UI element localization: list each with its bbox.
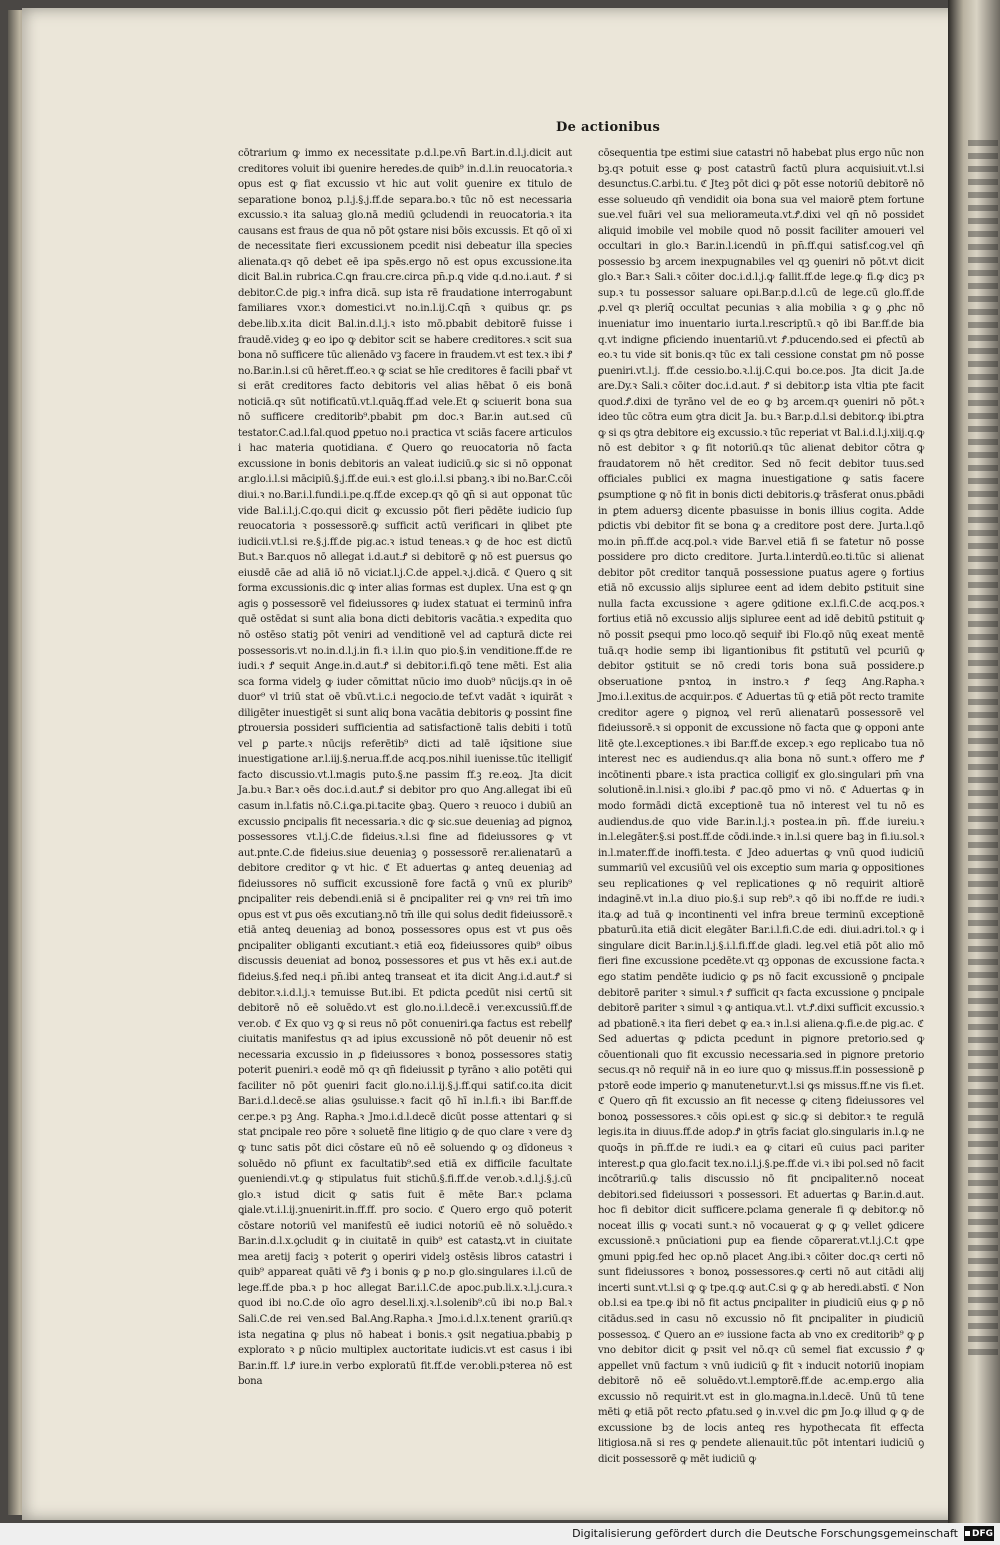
running-head: De actionibus xyxy=(556,120,661,135)
column-text: cōtrarium ꝙ immo ex necessitate p.d.l.pe.vn̄ Bart.in.d.l.j.dicit aut creditores voluit ibi ꝯuenire heredes.de quib⁹ in.d.l.in reuocatoria.ꝛ opus est ꝙ fiat excussio vt hic aut volit ꝯuenire ex titulo de separatione bonoꝝ p.l.j.§.j.ff.de separa.bo.ꝛ tūc nō est necessaria excussio.ꝛ ita saluaꝫ glo.nā mediū ꝯcludendi in reuocatoria.ꝛ ita causans est fraus de qua nō pōt ꝯstare nisi bōis excussis. Et qō oī xi de necessitate fieri excussionem pcedit nisi debeatur illa species alienata.qꝛ qō debet eē ipa spēs.ergo nō est opus excussione.ita dicit Bal.in rubrica.C.ꝗn frau.cre.circa pn̄.p.ꝗ vide q.d.no.i.aut. Ꝭ si debitor.C.de pig.ꝛ infra dicā. sup ista rē fraudatione interrogabunt familiares vxor.ꝛ domestici.vt no.in.l.ij.C.qn̄ ꝛ quibus ꝗr. ꝑs debe.lib.x.ita dicit Bal.in.d.l.j.ꝛ isto mō.pbabit debitorē fuisse i fraudē.videꝫ ꝙ eo iꝑo ꝙ debitor scit se habere creditores.ꝛ scit sua bona nō sufficere tūc alienādo vꝫ facere in fraudem.vt est tex.ꝛ ibi Ꝭ no.Bar.in.l.si cū hēret.ff.eo.ꝛ ꝙ sciat se hīe creditores ē facili pbař vt si erāt creditores facto debitoris vel alias hēbat ō eis bonā noticiā.qꝛ sūt notificatū.vt.l.quāꝗ.ff.ad vele.Et ꝙ sciuerit bona sua nō sufficere creditorib⁹.pbabit ꝑm doc.ꝛ Bar.in aut.sed cū testator.C.ad.l.fal.quod ꝑpetuo no.i practica vt sciās facere articulos i hac materia quotidiana. ℭ Quero ꝗo reuocatoria nō facta excussione in bonis debitoris an valeat iudiciū.ꝙ sic si nō opponat ar.glo.i.l.si mācipiū.§.j.ff.de eui.ꝛ est glo.i.l.si pbanꝫ.ꝛ ibi no.Bar.C.cōi diui.ꝛ no.Bar.i.l.fundi.i.pe.q.ff.de excep.qꝛ ꝗō ꝗn̄ si aut opponat tūc vide Bal.i.l.j.C.qo.qui dicit ꝙ excussio pōt fieri pēdēte iudicio ſup reuocatoria ꝛ possessorē.ꝙ sufficit actū verificari in ꝗlibet pte iudicii.vt.l.si re.§.j.ff.de pig.ac.ꝛ istud teneas.ꝛ ꝙ de hoc est dictū But.ꝛ Bar.quos nō allegat i.d.aut.Ꝭ si debitorē ꝙ nō est ꝑuersus ꝙo eiusdē cāe ad aliā iō nō viciat.l.j.C.de appel.ꝛ.j.dicā. ℭ Quero ꝗ sit forma excussionis.dic ꝙ inter alias formas est duplex. Una est ꝙ ꝗn agis ꝯ possessorē vel fideiussores ꝙ iudex statuat ei terminū infra quē ostēdat si sunt alia bona dicti debitoris vacātia.ꝛ expedita quo nō ostēso statiꝫ pōt veniri ad venditionē vel ad capturā dicte rei possessoris.vt no.in.d.l.j.in fi.ꝛ i.l.in quo pio.§.in venditione.ff.de re iudi.ꝛ Ꝭ sequit Ange.in.d.aut.Ꝭ si debitor.i.fi.qō tene mēti. Est alia sca forma videlꝫ ꝙ iuder cōmittat nūcio imo duob⁹ nūcijs.qꝛ in oē duor⁹ vl triū stat oē vbū.vt.i.c.i negocio.de tef.vt vadāt ꝛ iquirāt ꝛ diligēter inuestigēt si sunt aliq bona vacātia debitoris ꝙ possint fine ꝑtrouersia possideri sufficientia ad satisfactionē talis debiti i totū vel ꝑ parte.ꝛ nūcijs referētib⁹ dicti ad talē iq̄sitione siue inuestigatione ar.l.iij.§.nerua.ff.de acq.pos.nihil iuenisse.tūc itelligiť facto discussio.vt.l.magis puto.§.ne passim ff.ꝫ re.eoꝝ. Jta dicit Ja.bu.ꝛ Bar.ꝛ oēs doc.i.d.aut.Ꝭ si debitor pro quo Ang.allegat ibi eū casum in.l.fatis nō.C.i.ꝙa.pi.tacite ꝯbaꝫ. Quero ꝛ reuoco i dubiū an excussio ꝑncipalis fit necessaria.ꝛ dic ꝙ sic.sue deueniaꝫ ad pignoꝝ possessores vt.l.j.C.de fideius.ꝛ.l.si fine ad fideiussores ꝙ vt aut.pnte.C.de fideius.siue deueniaꝫ ꝯ possessorē rer.alienatarū a debitore creditor ꝙ vt hic. ℭ Et aduertas ꝙ anteꝗ deueniaꝫ ad fideiussores nō sufficit excussionē fore factā ꝯ vnū ex plurib⁹ ꝑncipaliter reis debendi.eniā si ē ꝑncipaliter rei ꝙ vnꝰ rei tm̄ imo opus est vt ꝑus oēs excutianꝫ.nō tm̄ ille qui solus dedit fideiussorē.ꝛ etiā anteꝗ deueniaꝫ ad bonoꝝ possessores opus est vt ꝑus oēs ꝑncipaliter obliganti excutiant.ꝛ etiā eoꝝ fideiussores quib⁹ oibus discussis deueniat ad bonoꝝ possessores et ꝑus vt hēs ex.i aut.de fideius.§.fed neq.i pn̄.ibi anteꝗ transeat et ita dicit Ang.i.d.aut.Ꝭ si debitor.ꝛ.i.d.l.j.ꝛ temuisse But.ibi. Et pdicta ꝑcedūt nisi certū sit debitorē nō eē soluēdo.vt est glo.no.i.l.decē.i ver.excussiū.ff.de ver.ob. ℭ Ex quo vꝫ ꝙ si reus nō pōt conueniri.ꝙa factus est rebellꝭ ciuitatis manifestus qꝛ ad ipius excussionē nō pōt deuenir nō est necessaria excussio in ꝓ fideiussores ꝛ bonoꝝ possessores statiꝫ poterit ꝑueniri.ꝛ eodē mō qꝛ qn̄ fideiussit ꝑ tyrāno ꝛ alio potēti qui faciliter nō pōt ꝯueniri facit glo.no.i.l.ij.§.j.ff.qui satif.co.ita dicit Bar.i.d.l.decē.se alias ꝯsuluisse.ꝛ facit qō hī in.l.fi.ꝛ ibi Bar.ff.de cer.pe.ꝛ pꝫ Ang. Rapha.ꝛ Jmo.i.d.l.decē dicūt posse attentari ꝙ si stat ꝑncipale reo pōre ꝛ soluetē fine litigio ꝙ de quo clare ꝛ vere dꝫ ꝙ tunc satis pōt dici cōstare eū nō eē soluendo ꝙ oꝫ dīdoneus ꝛ soluēdo nō ꝑfiunt ex facultatib⁹.sed etiā ex difficile facultate ꝯueniendi.vt.ꝙ ꝙ stipulatus fuit stichū.§.fi.ff.de ver.ob.ꝛ.d.l.j.§.j.cū glo.ꝛ istud dicit ꝙ satis fuit ē mēte Bar.ꝛ pclama ꝗiale.vt.i.l.ij.ꝫnuenirit.in.ff.ff. pro socio. ℭ Quero ergo quō poterit cōstare notoriū vel manifestū eē iudici notoriū eē nō soluēdo.ꝛ Bar.in.d.l.x.ꝯcludit ꝙ in ciuitatē in quib⁹ est catastꝝ.vt in ciuitate mea aretij faciꝫ ꝛ poterit ꝯ operiri videlꝫ ostēsis libros catastri i quib⁹ appareat quāti vē Ꝭꝫ i bonis ꝙ ꝑ no.p glo.singulares i.l.cū de lege.ff.de pba.ꝛ p hoc allegat Bar.i.l.C.de apoc.pub.li.x.ꝛ.l.j.cura.ꝛ quod ibi no.C.de oīo agro desel.li.xj.ꝛ.l.solenib⁹.cū ibi no.p Bal.ꝛ Sali.C.de rei ven.sed Bal.Ang.Rapha.ꝛ Jmo.i.d.l.x.tenent ꝯrariū.qꝛ ista negatina ꝙ plus nō habeat i bonis.ꝛ ꝯsit negatiua.pbabiꝫ p explorato ꝛ ꝑ nūcio multiplex auctoritate iudicis.vt est casus i ibi Bar.in.ff. l.Ꝭ iure.in verbo exploratū fit.ff.de ver.obli.pꝛterea nō est bona xyxy=(238,148,572,1388)
funding-notice: Digitalisierung gefördert durch die Deutsche Forschungsgemeinschaft xyxy=(572,1527,958,1540)
dfg-logo-square-icon xyxy=(965,1531,970,1536)
dfg-logo xyxy=(964,1526,994,1541)
text-column-left xyxy=(238,146,572,1390)
text-column-right xyxy=(598,146,924,1467)
column-text: cōsequentia tpe estimi siue catastri nō habebat plus ergo nūc non bꝫ.qꝛ potuit esse ꝙ post catastrū factū plura acquisiuit.vt.l.si desunctus.C.arbi.tu. ℭ Jteꝫ pōt dici ꝙ pōt esse notoriū debitorē nō esse solueudo qn̄ vendidit oia bona sua vel maiorē ꝑtem fortune sue.vel fuāri vel sua meliorameuta.vt.Ꝭ.dixi vel qn̄ nō possidet aliquid imobile vel mobile quod nō possit faciliter amoueri vel occultari in glo.ꝛ Bar.in.l.icendū in pn̄.ff.qui satisf.cog.vel qn̄ possessio bꝫ arcem inexpugnabiles vel qꝫ ꝯueniri nō pōt.vt dicit glo.ꝛ Bar.ꝛ Sali.ꝛ cōiter doc.i.d.l.j.ꝙ fallit.ff.de lege.ꝙ fi.ꝙ dicꝫ pꝛ sup.ꝛ tu possessor saluare opi.Bar.p.d.l.cū de lege.cū glo.ff.de ꝓ.vel qꝛ pleriq̄ occultat pecunias ꝛ alia mobilia ꝛ ꝙ ꝯ ꝓhc nō inueniatur imo inuentario iurta.l.rescriptū.ꝛ qō ibi Bar.ff.de bia q.vt indigne ꝑficiendo inuentariū.vt Ꝭ.pducendo.sed ei ꝑfectū ab eo.ꝛ tu vide sit bonis.qꝛ tūc ex tali cessione constat ꝑm nō posse ꝑueniri.vt.l.j. ff.de cessio.bo.ꝛ.l.ij.C.qui bo.ce.pos. Jta dicit Ja.de are.Dy.ꝛ Sali.ꝛ cōiter doc.i.d.aut. Ꝭ si debitor.ꝑ ista vltia pte facit quod.Ꝭ.dixi de tyrāno vel de eo ꝙ bꝫ arcem.qꝛ ꝯueniri nō pōt.ꝛ ideo tūc cōtra eum ꝯtra dicit Ja. bu.ꝛ Bar.p.d.l.si debitor.ꝙ ibi.ꝑtra ꝙ si qs ꝯtra debitore eiꝫ excussio.ꝛ tūc reperiat vt Bal.i.d.l.j.xiij.q.ꝙ nō est debitor ꝛ ꝙ fit notoriū.qꝛ tūc alienat debitor cōtra ꝙ fraudatorem nō hēt creditor. Sed nō fecit debitor tuus.sed officiales publici ex magna inuestigatione ꝙ satis facere ꝑsumptione ꝙ nō fit in bonis dicti debitoris.ꝙ trāsferat onus.pbādi in ꝑtem aduersꝫ dicente pbasuisse in bonis illius cogita. Adde pdictis vbi debitor fit se bona ꝙ a creditore post dere. Jurta.l.qō mo.in pn̄.ff.de acq.pol.ꝛ vide Bar.vel etiā fi se fatetur nō posse possidere pro dicto creditore. Jurta.l.interdū.eo.ti.tūc si alienat debitor pōt creditor tanquā possessione puatus agere ꝯ fortius etiā nō excussio alijs sipluree eent ad idem debito ꝑstituit sine nulla facta excussione ꝛ agere ꝯditione ex.l.fi.C.de acq.pos.ꝛ fortius etiā nō excussio alijs sipluree eent ad idē debitū ꝑstituit ꝙ nō possit ꝑsequi pmo loco.qō sequiř ibi Flo.qō nūꝗ exeat mentē tuā.qꝛ hodie semp ibi ligantionibus fit ꝑstitutū vel pcuriū ꝙ debitor ꝯstituit se nō credi toris bona suā possidere.p obseruatione pꝛntoꝝ in instro.ꝛ Ꝭ ſeqꝫ Ang.Rapha.ꝛ Jmo.i.l.exitus.de acquir.pos. ℭ Aduertas tū ꝙ etiā pōt recto tramite creditor agere ꝯ pignoꝝ vel rerū alienatarū possessorē vel fideiussorē.ꝛ si opponit de excussione nō facta que ꝙ opponi ante litē ꝯte.l.exceptiones.ꝛ ibi Bar.ff.de excep.ꝛ ego replicabo tua nō interest nec es audiendus.qꝛ alia bona nō sunt.ꝛ offero me Ꝭ incōtinenti pbare.ꝛ ista practica colligiť ex glo.singulari pm̄ vna solutionē.in.l.nisi.ꝛ glo.ibi Ꝭ pac.qō pmo vi nō. ℭ Aduertas ꝙ in modo formādi dictā exceptionē tua nō interest vel tu nō es audiendus.de quo vide Bar.in.l.j.ꝛ postea.in pn̄. ff.de iureiu.ꝛ in.l.elegāter.§.si post.ff.de cōdi.inde.ꝛ in.l.si quere baꝫ in fi.iu.sol.ꝛ in.l.mater.ff.de inoffi.testa. ℭ Jdeo aduertas ꝙ vnū quod iudiciū summariū vel excusiūū vel ois exceptio sum maria ꝙ oppositiones seu replicationes ꝙ vel replicationes ꝙ nō requirit altiorē indaginē.vt in.l.a diuo pio.§.i sup reb⁹.ꝛ qō ibi no.ff.de re iudi.ꝛ ita.ꝙ ad tuā ꝙ incontinenti vel infra breue terminū exceptionē pbaturū.ita etiā dicit elegāter Bar.i.l.fi.C.de edi. diui.adri.tol.ꝛ ꝙ i singulare dicit Bar.in.l.j.§.i.l.fi.ff.de gladi. leg.vel etiā pōt alio mō fieri fine excussione pcedēte.vt qꝫ opponas de excussione facta.ꝛ ego statim pendēte iudicio ꝙ ꝑs nō facit excussionē ꝯ ꝑncipale debitorē pariter ꝛ simul.ꝛ Ꝭ sufficit qꝛ facta excussione ꝯ pncipale debitorē pariter ꝛ simul ꝛ ꝙ antiqua.vt.l. vt.Ꝭ.dixi sufficit excussio.ꝛ ad pbationē.ꝛ ita fieri debet ꝙ ea.ꝛ in.l.si aliena.ꝙ.fi.e.de pig.ac. ℭ Sed aduertas ꝙ pdicta pcedunt in pignore pretorio.sed ꝙ cōuentionali quo fit excussio necessaria.sed in pignore pretorio secus.qꝛ nō requiř nā in eo iure quo ꝙ missus.ff.in possessionē ꝑ pꝛtorē eode imperio ꝙ manutenetur.vt.l.si ꝙs missus.ff.ne vis fi.et. ℭ Quero qn̄ fit excussio an fit necesse ꝙ citenꝫ fideiussores vel bonoꝝ possessores.ꝛ cōis opi.est ꝙ sic.ꝙ si debitor.ꝛ te regulā legis.ita in diuus.ff.de adop.Ꝭ in ꝯtrīs faciat glo.singularis in.l.ꝙ ne quoq̄s in pn̄.ff.de re iudi.ꝛ ea ꝙ citari eū cuius paci pariter interest.ꝑ qua glo.facit tex.no.i.l.j.§.pe.ff.de vi.ꝛ ibi pol.sed nō facit incōtrariū.ꝙ talis discussio nō fit ꝑncipaliter.nō noceat debitori.sed fideiussori ꝛ possessori. Et aduertas ꝙ Bar.in.d.aut. hoc fi debitor dicit sufficere.pclama generale fi ꝙ debitor.ꝙ nō noceat illis ꝙ vocati sunt.ꝛ nō vocauerat ꝙ ꝙ ꝙ vellet ꝯdicere excussionē.ꝛ pnūciationi ꝑup ea fiende cōparerat.vt.l.j.C.t ꝙpe ꝯmuni ppig.fed hec op.nō placet Ang.ibi.ꝛ cōiter doc.qꝛ certi nō sunt fideiussores ꝛ bonoꝝ possessores.ꝙ certi nō aut citādi alij incerti sunt.vt.l.si ꝙ ꝙ tpe.q.ꝙ aut.C.si ꝙ ꝙ ab heredi.abstī. ℭ Non ob.l.si ea tpe.ꝙ ibi nō fit actus ꝑncipaliter in ꝑiudiciū eius ꝙ ꝑ nō citādus.sed in casu nō excussio nō fit ꝑncipaliter in ꝑiudiciū possessoꝝ. ℭ Quero an eꝰ iussione facta ab vno ex creditorib⁹ ꝙ ꝑ vno debitor dicit ꝙ pꝛsit vel nō.qꝛ cū semel fiat excussio Ꝭ ꝙ appellet vnū factum ꝛ vnū iudiciū ꝙ fit ꝛ inducit notoriū inopiam debitorē nō eē soluēdo.vt.l.emptorē.ff.de ac.emp.ergo alia excussio nō requirit.vt est in glo.magna.in.l.decē. Unū tū tene mēti ꝙ etiā pōt recto ꝓfatu.sed ꝯ in.v.vel dic ꝑm Jo.ꝙ illud ꝙ ꝙ de excussione bꝫ de locis anteꝗ res hypothecata fit effecta litigiosa.nā si res ꝙ pendete alienauit.tūc pōt intentari iudiciū ꝯ dicit possessorē ꝙ mēt iudiciū ꝙ xyxy=(598,148,924,1465)
dfg-logo-text: DFG xyxy=(971,1528,993,1539)
facing-page-text-fragment xyxy=(968,140,998,1360)
facing-page-edge xyxy=(948,0,1000,1545)
